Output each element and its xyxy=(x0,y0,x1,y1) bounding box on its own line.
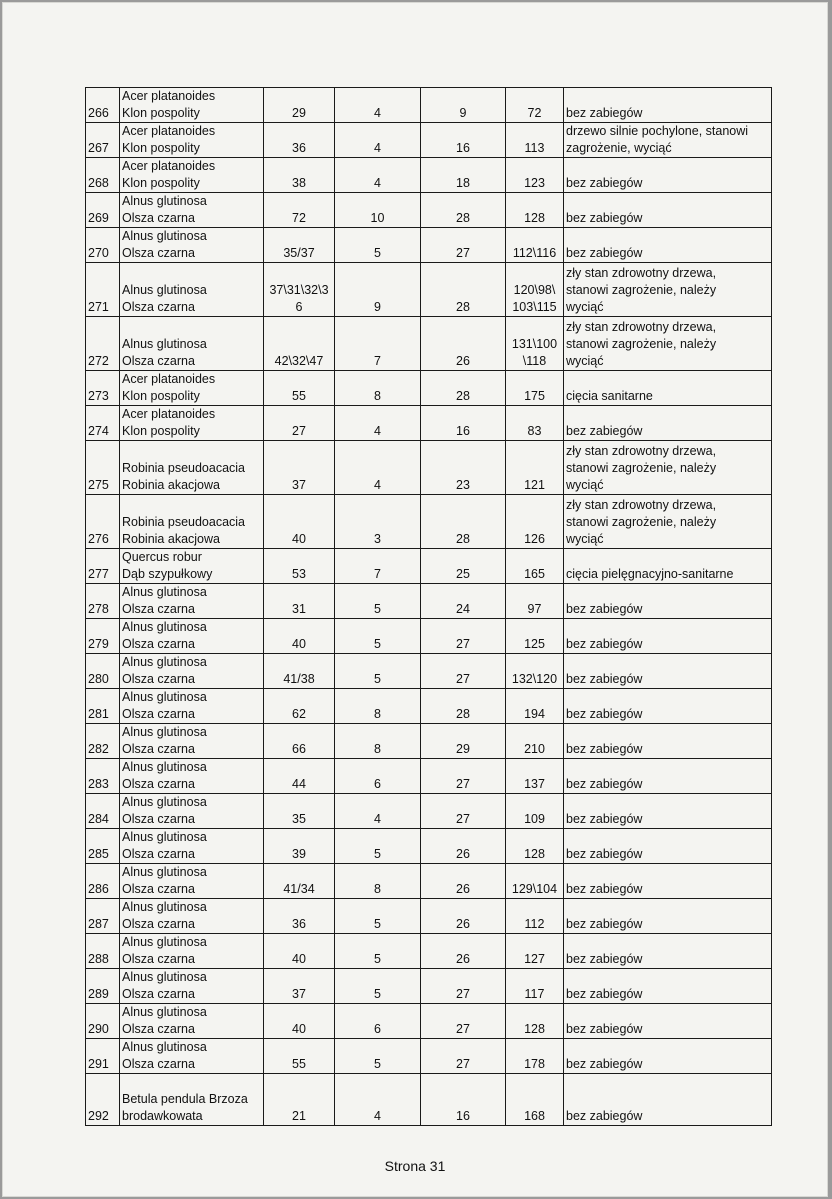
recommendation-cell: bez zabiegów xyxy=(564,193,772,228)
table-row xyxy=(86,794,772,829)
recommendation-cell: bez zabiegów xyxy=(564,1004,772,1039)
tree-number-cell: 272 xyxy=(86,317,120,371)
table-row xyxy=(86,759,772,794)
table-row xyxy=(86,371,772,406)
trunk-circumference-cell: 21 xyxy=(264,1074,335,1126)
tree-height-cell: 4 xyxy=(335,1074,421,1126)
crown-value-cell: 16 xyxy=(421,1074,506,1126)
crown-value-cell: 26 xyxy=(421,934,506,969)
recommendation-cell: bez zabiegów xyxy=(564,794,772,829)
tree-number-cell: 268 xyxy=(86,158,120,193)
recommendation-cell: bez zabiegów xyxy=(564,899,772,934)
recommendation-cell: bez zabiegów xyxy=(564,969,772,1004)
diameter-value-cell: 126 xyxy=(506,495,564,549)
tree-height-cell: 5 xyxy=(335,228,421,263)
trunk-circumference-cell: 31 xyxy=(264,584,335,619)
recommendation-cell: zły stan zdrowotny drzewa, stanowi zagrożenie, należy wyciąć xyxy=(564,263,772,317)
tree-number-cell: 287 xyxy=(86,899,120,934)
recommendation-cell: bez zabiegów xyxy=(564,829,772,864)
diameter-value-cell: 175 xyxy=(506,371,564,406)
trunk-circumference-cell: 62 xyxy=(264,689,335,724)
trunk-circumference-cell: 27 xyxy=(264,406,335,441)
trunk-circumference-cell: 37 xyxy=(264,969,335,1004)
trunk-circumference-cell: 72 xyxy=(264,193,335,228)
diameter-value-cell: 128 xyxy=(506,1004,564,1039)
species-name-cell: Acer platanoides Klon pospolity xyxy=(120,406,264,441)
trunk-circumference-cell: 55 xyxy=(264,371,335,406)
tree-number-cell: 291 xyxy=(86,1039,120,1074)
crown-value-cell: 18 xyxy=(421,158,506,193)
species-name-cell: Alnus glutinosa Olsza czarna xyxy=(120,794,264,829)
crown-value-cell: 28 xyxy=(421,689,506,724)
tree-height-cell: 4 xyxy=(335,123,421,158)
recommendation-cell: bez zabiegów xyxy=(564,864,772,899)
tree-height-cell: 9 xyxy=(335,263,421,317)
tree-height-cell: 8 xyxy=(335,724,421,759)
species-name-cell: Alnus glutinosa Olsza czarna xyxy=(120,263,264,317)
species-name-cell: Acer platanoides Klon pospolity xyxy=(120,88,264,123)
recommendation-cell: bez zabiegów xyxy=(564,724,772,759)
tree-number-cell: 285 xyxy=(86,829,120,864)
trunk-circumference-cell: 66 xyxy=(264,724,335,759)
crown-value-cell: 27 xyxy=(421,1004,506,1039)
species-name-cell: Alnus glutinosa Olsza czarna xyxy=(120,689,264,724)
recommendation-cell: bez zabiegów xyxy=(564,406,772,441)
crown-value-cell: 25 xyxy=(421,549,506,584)
diameter-value-cell: 112 xyxy=(506,899,564,934)
diameter-value-cell: 137 xyxy=(506,759,564,794)
tree-height-cell: 5 xyxy=(335,829,421,864)
table-row xyxy=(86,495,772,549)
tree-number-cell: 278 xyxy=(86,584,120,619)
crown-value-cell: 26 xyxy=(421,829,506,864)
trunk-circumference-cell: 36 xyxy=(264,123,335,158)
trunk-circumference-cell: 40 xyxy=(264,1004,335,1039)
diameter-value-cell: 128 xyxy=(506,193,564,228)
tree-height-cell: 5 xyxy=(335,654,421,689)
diameter-value-cell: 131\100 \118 xyxy=(506,317,564,371)
species-name-cell: Alnus glutinosa Olsza czarna xyxy=(120,619,264,654)
recommendation-cell: bez zabiegów xyxy=(564,158,772,193)
tree-number-cell: 277 xyxy=(86,549,120,584)
crown-value-cell: 27 xyxy=(421,654,506,689)
table-body xyxy=(86,88,772,1126)
recommendation-cell: bez zabiegów xyxy=(564,689,772,724)
tree-height-cell: 5 xyxy=(335,584,421,619)
tree-height-cell: 7 xyxy=(335,549,421,584)
diameter-value-cell: 97 xyxy=(506,584,564,619)
crown-value-cell: 27 xyxy=(421,619,506,654)
crown-value-cell: 26 xyxy=(421,864,506,899)
tree-height-cell: 8 xyxy=(335,864,421,899)
recommendation-cell: bez zabiegów xyxy=(564,759,772,794)
diameter-value-cell: 113 xyxy=(506,123,564,158)
table-row xyxy=(86,654,772,689)
diameter-value-cell: 194 xyxy=(506,689,564,724)
tree-height-cell: 5 xyxy=(335,899,421,934)
tree-number-cell: 270 xyxy=(86,228,120,263)
tree-number-cell: 273 xyxy=(86,371,120,406)
diameter-value-cell: 72 xyxy=(506,88,564,123)
diameter-value-cell: 83 xyxy=(506,406,564,441)
crown-value-cell: 28 xyxy=(421,495,506,549)
species-name-cell: Alnus glutinosa Olsza czarna xyxy=(120,193,264,228)
tree-number-cell: 267 xyxy=(86,123,120,158)
species-name-cell: Robinia pseudoacacia Robinia akacjowa xyxy=(120,441,264,495)
recommendation-cell: zły stan zdrowotny drzewa, stanowi zagrożenie, należy wyciąć xyxy=(564,317,772,371)
tree-number-cell: 288 xyxy=(86,934,120,969)
table-row xyxy=(86,193,772,228)
tree-number-cell: 284 xyxy=(86,794,120,829)
tree-number-cell: 290 xyxy=(86,1004,120,1039)
table-row xyxy=(86,1004,772,1039)
tree-number-cell: 266 xyxy=(86,88,120,123)
tree-height-cell: 5 xyxy=(335,934,421,969)
trunk-circumference-cell: 40 xyxy=(264,619,335,654)
table-row xyxy=(86,406,772,441)
crown-value-cell: 28 xyxy=(421,371,506,406)
table-row xyxy=(86,1039,772,1074)
diameter-value-cell: 125 xyxy=(506,619,564,654)
trunk-circumference-cell: 55 xyxy=(264,1039,335,1074)
species-name-cell: Alnus glutinosa Olsza czarna xyxy=(120,934,264,969)
diameter-value-cell: 165 xyxy=(506,549,564,584)
tree-height-cell: 4 xyxy=(335,441,421,495)
species-name-cell: Acer platanoides Klon pospolity xyxy=(120,371,264,406)
species-name-cell: Alnus glutinosa Olsza czarna xyxy=(120,829,264,864)
tree-height-cell: 10 xyxy=(335,193,421,228)
trunk-circumference-cell: 37\31\32\3 6 xyxy=(264,263,335,317)
diameter-value-cell: 117 xyxy=(506,969,564,1004)
tree-height-cell: 5 xyxy=(335,969,421,1004)
trunk-circumference-cell: 53 xyxy=(264,549,335,584)
tree-number-cell: 289 xyxy=(86,969,120,1004)
diameter-value-cell: 168 xyxy=(506,1074,564,1126)
recommendation-cell: bez zabiegów xyxy=(564,584,772,619)
species-name-cell: Acer platanoides Klon pospolity xyxy=(120,158,264,193)
crown-value-cell: 9 xyxy=(421,88,506,123)
trunk-circumference-cell: 29 xyxy=(264,88,335,123)
tree-number-cell: 282 xyxy=(86,724,120,759)
diameter-value-cell: 120\98\ 103\115 xyxy=(506,263,564,317)
table-row xyxy=(86,619,772,654)
species-name-cell: Alnus glutinosa Olsza czarna xyxy=(120,317,264,371)
trunk-circumference-cell: 35/37 xyxy=(264,228,335,263)
species-name-cell: Alnus glutinosa Olsza czarna xyxy=(120,1004,264,1039)
tree-height-cell: 6 xyxy=(335,759,421,794)
table-row xyxy=(86,899,772,934)
tree-height-cell: 4 xyxy=(335,88,421,123)
tree-number-cell: 292 xyxy=(86,1074,120,1126)
crown-value-cell: 23 xyxy=(421,441,506,495)
recommendation-cell: drzewo silnie pochylone, stanowi zagrożenie, wyciąć xyxy=(564,123,772,158)
crown-value-cell: 28 xyxy=(421,263,506,317)
species-name-cell: Alnus glutinosa Olsza czarna xyxy=(120,654,264,689)
tree-height-cell: 5 xyxy=(335,619,421,654)
species-name-cell: Alnus glutinosa Olsza czarna xyxy=(120,864,264,899)
diameter-value-cell: 132\120 xyxy=(506,654,564,689)
trunk-circumference-cell: 42\32\47 xyxy=(264,317,335,371)
table-row xyxy=(86,584,772,619)
tree-inventory-table xyxy=(85,87,772,1126)
recommendation-cell: zły stan zdrowotny drzewa, stanowi zagrożenie, należy wyciąć xyxy=(564,495,772,549)
table-row xyxy=(86,228,772,263)
recommendation-cell: bez zabiegów xyxy=(564,934,772,969)
tree-number-cell: 281 xyxy=(86,689,120,724)
table-row xyxy=(86,969,772,1004)
crown-value-cell: 28 xyxy=(421,193,506,228)
tree-number-cell: 286 xyxy=(86,864,120,899)
crown-value-cell: 26 xyxy=(421,317,506,371)
tree-height-cell: 4 xyxy=(335,794,421,829)
tree-number-cell: 271 xyxy=(86,263,120,317)
tree-number-cell: 279 xyxy=(86,619,120,654)
species-name-cell: Robinia pseudoacacia Robinia akacjowa xyxy=(120,495,264,549)
table-row xyxy=(86,263,772,317)
crown-value-cell: 26 xyxy=(421,899,506,934)
table-row xyxy=(86,88,772,123)
trunk-circumference-cell: 40 xyxy=(264,495,335,549)
table-row xyxy=(86,724,772,759)
crown-value-cell: 16 xyxy=(421,123,506,158)
diameter-value-cell: 129\104 xyxy=(506,864,564,899)
species-name-cell: Betula pendula Brzoza brodawkowata xyxy=(120,1074,264,1126)
crown-value-cell: 29 xyxy=(421,724,506,759)
diameter-value-cell: 123 xyxy=(506,158,564,193)
species-name-cell: Alnus glutinosa Olsza czarna xyxy=(120,1039,264,1074)
recommendation-cell: bez zabiegów xyxy=(564,228,772,263)
species-name-cell: Alnus glutinosa Olsza czarna xyxy=(120,969,264,1004)
tree-number-cell: 275 xyxy=(86,441,120,495)
document-page xyxy=(2,2,828,1197)
species-name-cell: Alnus glutinosa Olsza czarna xyxy=(120,584,264,619)
table-row xyxy=(86,864,772,899)
table-row xyxy=(86,549,772,584)
diameter-value-cell: 128 xyxy=(506,829,564,864)
recommendation-cell: cięcia pielęgnacyjno-sanitarne xyxy=(564,549,772,584)
tree-number-cell: 269 xyxy=(86,193,120,228)
species-name-cell: Alnus glutinosa Olsza czarna xyxy=(120,228,264,263)
species-name-cell: Alnus glutinosa Olsza czarna xyxy=(120,759,264,794)
trunk-circumference-cell: 44 xyxy=(264,759,335,794)
diameter-value-cell: 121 xyxy=(506,441,564,495)
tree-height-cell: 7 xyxy=(335,317,421,371)
recommendation-cell: cięcia sanitarne xyxy=(564,371,772,406)
crown-value-cell: 16 xyxy=(421,406,506,441)
crown-value-cell: 24 xyxy=(421,584,506,619)
crown-value-cell: 27 xyxy=(421,1039,506,1074)
tree-height-cell: 8 xyxy=(335,689,421,724)
diameter-value-cell: 109 xyxy=(506,794,564,829)
tree-height-cell: 3 xyxy=(335,495,421,549)
tree-number-cell: 283 xyxy=(86,759,120,794)
table-row xyxy=(86,689,772,724)
crown-value-cell: 27 xyxy=(421,228,506,263)
trunk-circumference-cell: 41/38 xyxy=(264,654,335,689)
tree-height-cell: 5 xyxy=(335,1039,421,1074)
page-number: Strona 31 xyxy=(384,1158,446,1174)
species-name-cell: Alnus glutinosa Olsza czarna xyxy=(120,724,264,759)
table-row xyxy=(86,829,772,864)
table-row xyxy=(86,934,772,969)
recommendation-cell: bez zabiegów xyxy=(564,619,772,654)
crown-value-cell: 27 xyxy=(421,794,506,829)
trunk-circumference-cell: 41/34 xyxy=(264,864,335,899)
recommendation-cell: bez zabiegów xyxy=(564,654,772,689)
tree-number-cell: 274 xyxy=(86,406,120,441)
recommendation-cell: bez zabiegów xyxy=(564,1074,772,1126)
table-row xyxy=(86,158,772,193)
recommendation-cell: bez zabiegów xyxy=(564,88,772,123)
species-name-cell: Quercus robur Dąb szypułkowy xyxy=(120,549,264,584)
tree-height-cell: 8 xyxy=(335,371,421,406)
diameter-value-cell: 210 xyxy=(506,724,564,759)
trunk-circumference-cell: 36 xyxy=(264,899,335,934)
recommendation-cell: bez zabiegów xyxy=(564,1039,772,1074)
table-row xyxy=(86,317,772,371)
crown-value-cell: 27 xyxy=(421,969,506,1004)
diameter-value-cell: 178 xyxy=(506,1039,564,1074)
table-row xyxy=(86,1074,772,1126)
trunk-circumference-cell: 38 xyxy=(264,158,335,193)
species-name-cell: Acer platanoides Klon pospolity xyxy=(120,123,264,158)
trunk-circumference-cell: 35 xyxy=(264,794,335,829)
trunk-circumference-cell: 37 xyxy=(264,441,335,495)
species-name-cell: Alnus glutinosa Olsza czarna xyxy=(120,899,264,934)
trunk-circumference-cell: 40 xyxy=(264,934,335,969)
tree-number-cell: 276 xyxy=(86,495,120,549)
tree-height-cell: 4 xyxy=(335,406,421,441)
crown-value-cell: 27 xyxy=(421,759,506,794)
diameter-value-cell: 112\116 xyxy=(506,228,564,263)
recommendation-cell: zły stan zdrowotny drzewa, stanowi zagrożenie, należy wyciąć xyxy=(564,441,772,495)
diameter-value-cell: 127 xyxy=(506,934,564,969)
trunk-circumference-cell: 39 xyxy=(264,829,335,864)
tree-height-cell: 6 xyxy=(335,1004,421,1039)
tree-number-cell: 280 xyxy=(86,654,120,689)
table-row xyxy=(86,123,772,158)
tree-height-cell: 4 xyxy=(335,158,421,193)
table-row xyxy=(86,441,772,495)
